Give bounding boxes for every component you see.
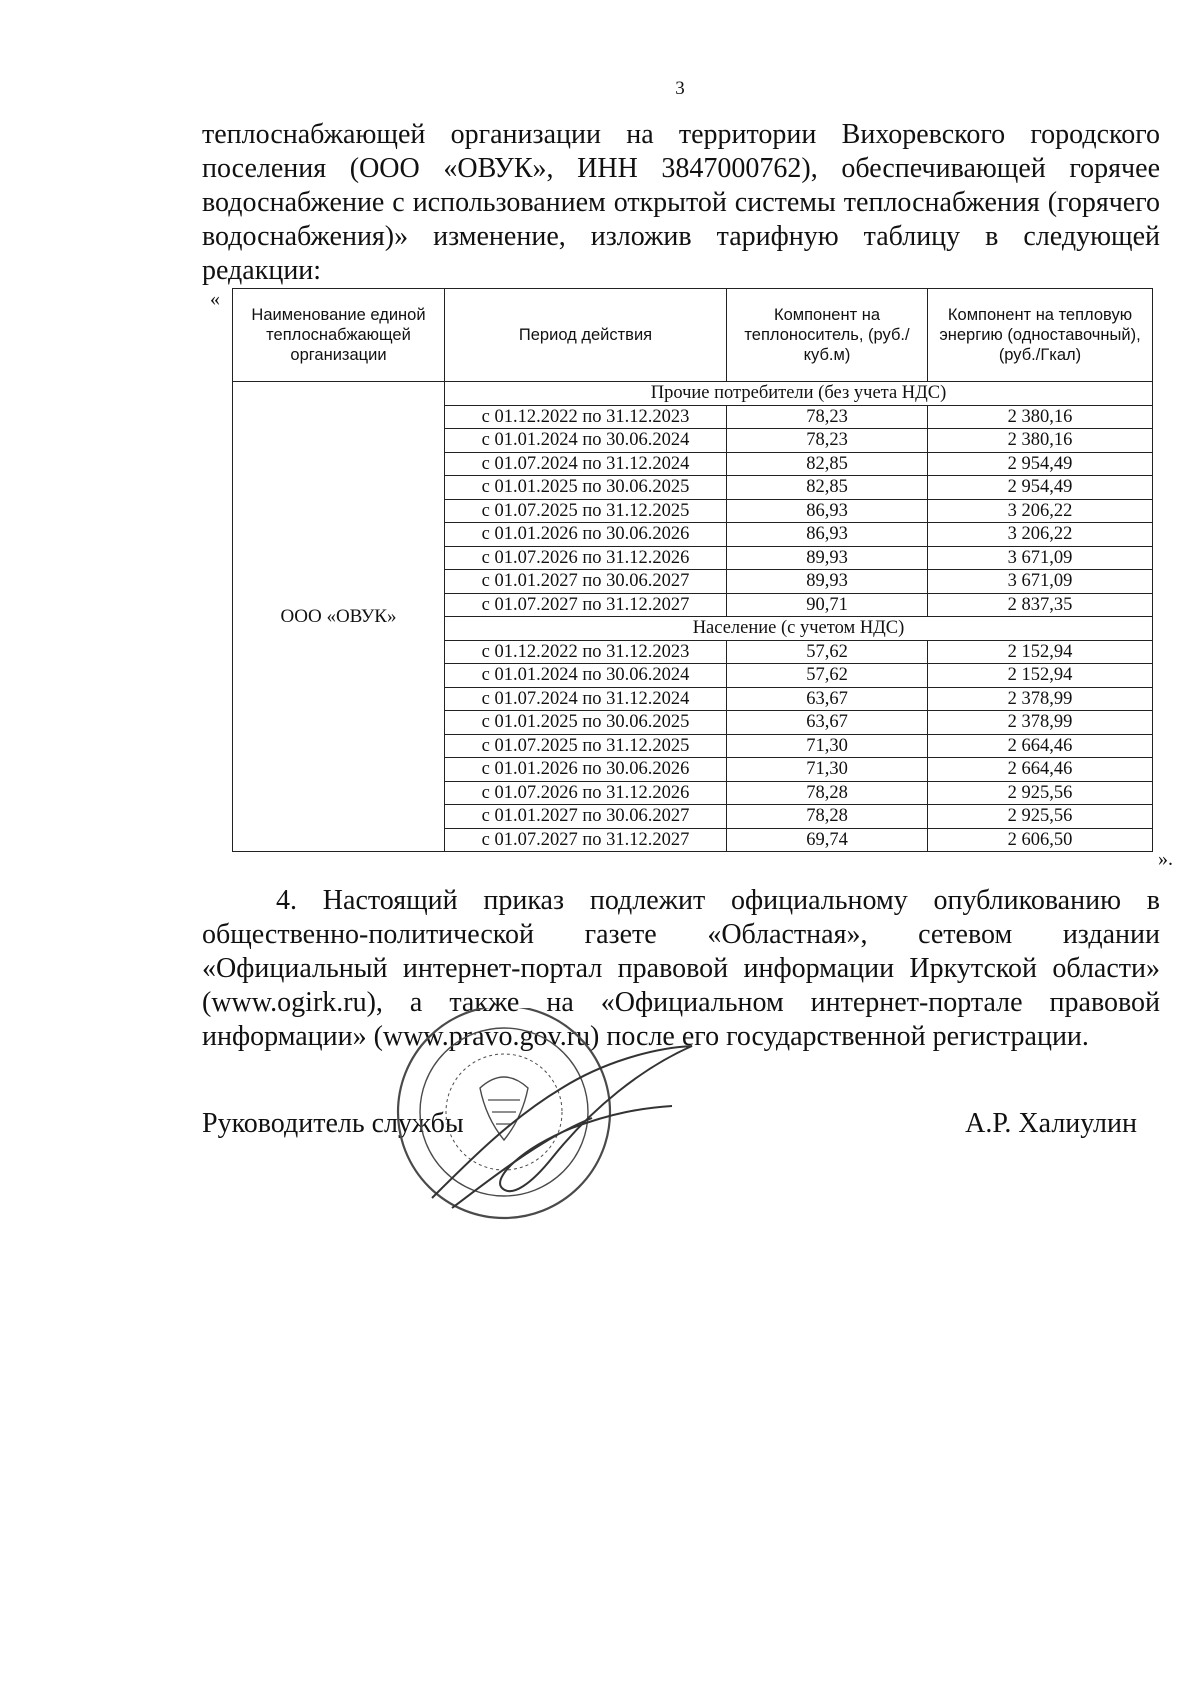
carrier-cell: 78,28 [727,781,928,805]
period-cell: с 01.07.2026 по 31.12.2026 [445,546,727,570]
period-cell: с 01.07.2024 по 31.12.2024 [445,452,727,476]
heat-cell: 2 380,16 [928,405,1153,429]
official-seal-with-signature [392,1008,712,1248]
carrier-cell: 89,93 [727,546,928,570]
carrier-cell: 71,30 [727,734,928,758]
signatory-position: Руководитель службы [202,1108,464,1139]
period-cell: с 01.01.2024 по 30.06.2024 [445,429,727,453]
carrier-cell: 63,67 [727,711,928,735]
period-cell: с 01.01.2027 по 30.06.2027 [445,805,727,829]
carrier-cell: 86,93 [727,499,928,523]
period-cell: с 01.01.2026 по 30.06.2026 [445,523,727,547]
period-cell: с 01.07.2025 по 31.12.2025 [445,499,727,523]
heat-cell: 2 954,49 [928,452,1153,476]
carrier-cell: 82,85 [727,476,928,500]
header-carrier-component: Компонент на теплоноситель, (руб./куб.м) [727,289,928,382]
heat-cell: 2 954,49 [928,476,1153,500]
period-cell: с 01.01.2024 по 30.06.2024 [445,664,727,688]
heat-cell: 3 206,22 [928,499,1153,523]
carrier-cell: 89,93 [727,570,928,594]
header-organization: Наименование единой теплоснабжающей организации [233,289,445,382]
carrier-cell: 57,62 [727,640,928,664]
intro-paragraph: теплоснабжающей организации на территории Вихоревского городского поселения (ООО «ОВУК», ИНН 3847000762), обеспечивающей горячее водоснабжение с использованием открытой системы теплоснабжения (горячего водоснабжения)» изменение, изложив тарифную таблицу в следующей редакции: [202,119,1160,286]
period-cell: с 01.07.2024 по 31.12.2024 [445,687,727,711]
heat-cell: 3 206,22 [928,523,1153,547]
carrier-cell: 63,67 [727,687,928,711]
paragraph-4: 4. Настоящий приказ подлежит официальному опубликованию в общественно-политической газете «Областная», сетевом издании «Официальный интернет-портал правовой информации Иркутской области» (www.ogirk.ru), а также на «Официальном интернет-портале правовой информации» (www.pravo.gov.ru) после его государственной регистрации. [202,885,1160,1052]
period-cell: с 01.01.2027 по 30.06.2027 [445,570,727,594]
header-heat-component: Компонент на тепловую энергию (одноставочный), (руб./Гкал) [928,289,1153,382]
heat-cell: 3 671,09 [928,570,1153,594]
carrier-cell: 78,23 [727,429,928,453]
period-cell: с 01.07.2027 по 31.12.2027 [445,828,727,852]
carrier-cell: 82,85 [727,452,928,476]
heat-cell: 2 664,46 [928,734,1153,758]
page-number: 3 [675,78,685,99]
opening-quote: « [210,288,220,310]
closing-quote: ». [1158,848,1173,870]
period-cell: с 01.12.2022 по 31.12.2023 [445,405,727,429]
period-cell: с 01.07.2026 по 31.12.2026 [445,781,727,805]
period-cell: с 01.01.2025 по 30.06.2025 [445,476,727,500]
signatory-name: А.Р. Халиулин [965,1108,1137,1139]
carrier-cell: 71,30 [727,758,928,782]
section-title: Прочие потребители (без учета НДС) [445,382,1153,406]
tariff-table [232,288,1153,852]
carrier-cell: 57,62 [727,664,928,688]
carrier-cell: 90,71 [727,593,928,617]
heat-cell: 2 378,99 [928,687,1153,711]
heat-cell: 2 378,99 [928,711,1153,735]
handwritten-signature [432,1046,692,1208]
section-title-row [233,382,1153,406]
seal-stamp [398,1008,610,1218]
heat-cell: 2 606,50 [928,828,1153,852]
heat-cell: 2 380,16 [928,429,1153,453]
heat-cell: 3 671,09 [928,546,1153,570]
period-cell: с 01.01.2026 по 30.06.2026 [445,758,727,782]
section-title: Население (с учетом НДС) [445,617,1153,641]
period-cell: с 01.12.2022 по 31.12.2023 [445,640,727,664]
heat-cell: 2 925,56 [928,781,1153,805]
carrier-cell: 78,28 [727,805,928,829]
period-cell: с 01.07.2027 по 31.12.2027 [445,593,727,617]
carrier-cell: 78,23 [727,405,928,429]
carrier-cell: 86,93 [727,523,928,547]
tariff-table-body [233,382,1153,852]
heat-cell: 2 664,46 [928,758,1153,782]
table-header-row [233,289,1153,382]
header-period: Период действия [445,289,727,382]
period-cell: с 01.01.2025 по 30.06.2025 [445,711,727,735]
heat-cell: 2 925,56 [928,805,1153,829]
heat-cell: 2 152,94 [928,664,1153,688]
period-cell: с 01.07.2025 по 31.12.2025 [445,734,727,758]
organization-cell: ООО «ОВУК» [233,382,445,852]
heat-cell: 2 837,35 [928,593,1153,617]
heat-cell: 2 152,94 [928,640,1153,664]
carrier-cell: 69,74 [727,828,928,852]
